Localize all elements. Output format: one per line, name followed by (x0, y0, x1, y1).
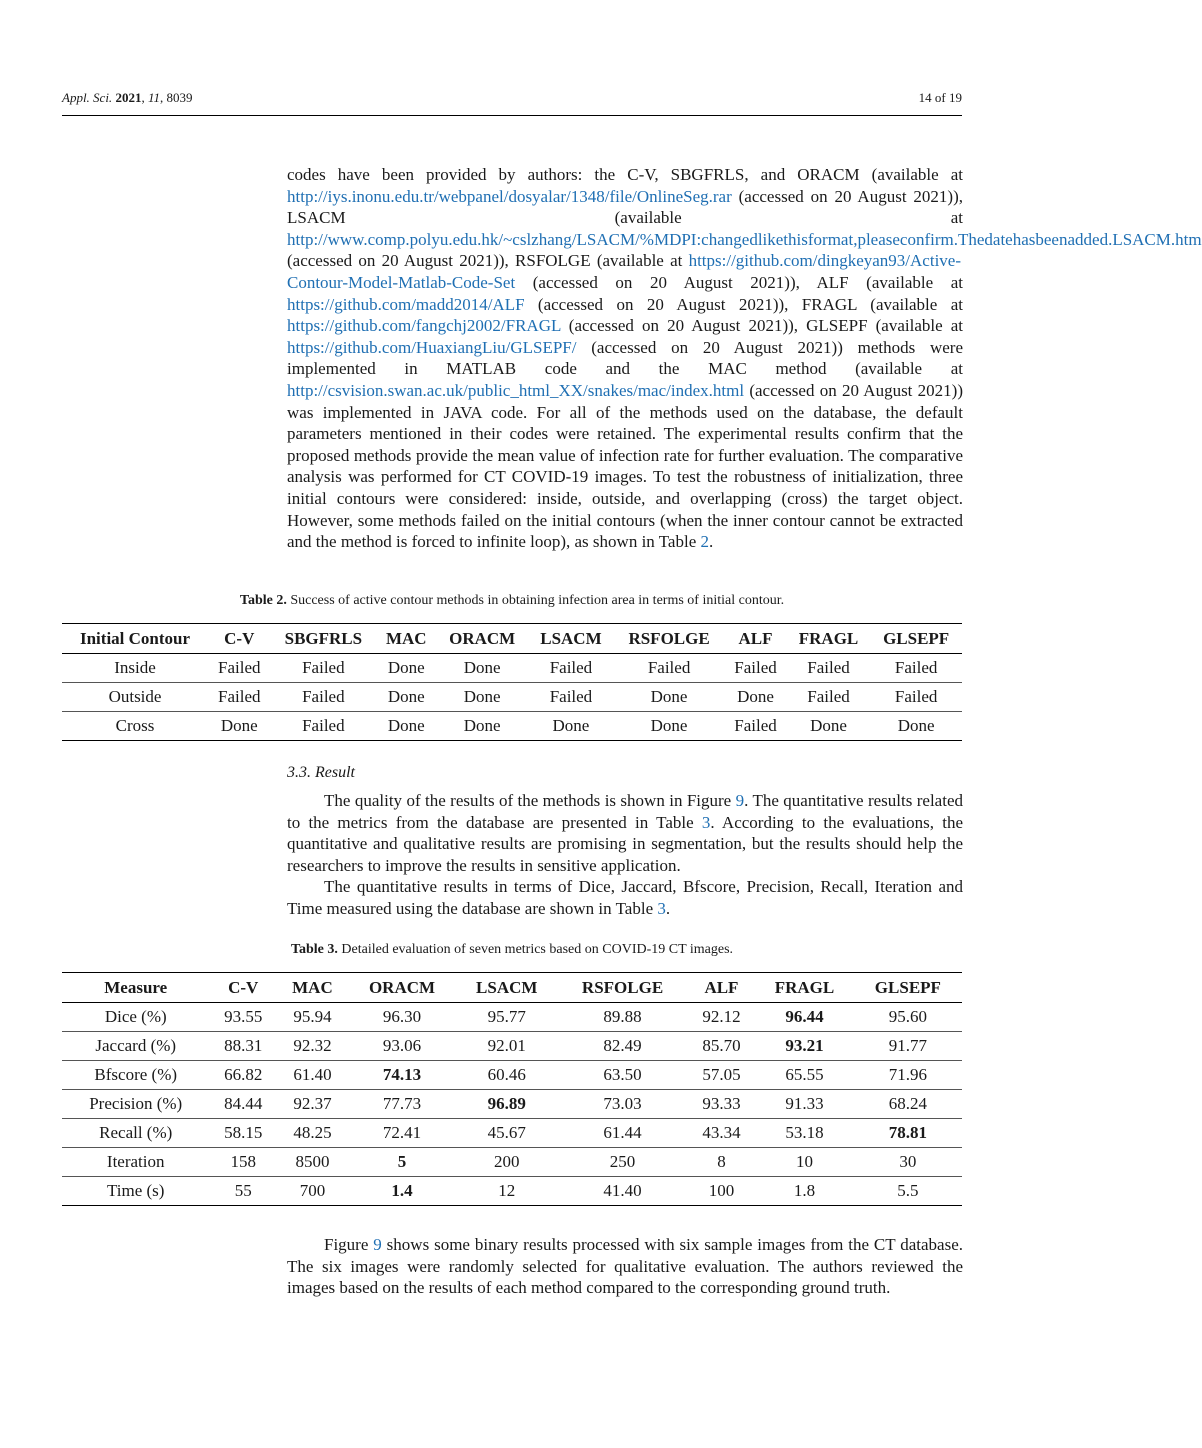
table-cell: 30 (854, 1148, 962, 1177)
table-cell: 12 (456, 1177, 557, 1206)
table-cell: 63.50 (557, 1061, 687, 1090)
table-cell: 77.73 (348, 1090, 456, 1119)
table2-caption-label: Table 2. (239, 593, 287, 608)
table-cell: Precision (%) (62, 1090, 209, 1119)
column-header: SBGFRLS (270, 624, 376, 654)
table-cell: 158 (209, 1148, 277, 1177)
journal-citation: Appl. Sci. 2021, 11, 8039 (62, 90, 193, 105)
table-cell: Failed (870, 683, 962, 712)
inline-link[interactable]: https://github.com/madd2014/ALF (287, 294, 525, 314)
table-cell: 96.30 (348, 1003, 456, 1032)
table-cell: 74.13 (348, 1061, 456, 1090)
table-cell: 93.06 (348, 1032, 456, 1061)
table-cell: Done (436, 712, 528, 741)
table-cell: Failed (614, 654, 724, 683)
text-run: . (709, 532, 714, 552)
table-row (62, 683, 962, 712)
inline-link[interactable]: http://csvision.swan.ac.uk/public_html_XX/snakes/mac/index.html (287, 380, 745, 400)
table-row (62, 654, 962, 683)
column-header: GLSEPF (870, 624, 962, 654)
inline-link[interactable]: 9 (735, 791, 745, 810)
table-cell: 5.5 (854, 1177, 962, 1206)
table-cell: 73.03 (557, 1090, 687, 1119)
text-run: (accessed on 20 August 2021)), LSACM (available at (287, 186, 963, 228)
table-cell: Done (528, 712, 614, 741)
table-cell: 45.67 (456, 1119, 557, 1148)
text-run: The quantitative results in terms of Dice, Jaccard, Bfscore, Precision, Recall, Iteration and Time measured using the database are shown in Table (287, 877, 963, 918)
table-cell: 84.44 (209, 1090, 277, 1119)
table-cell: 8500 (277, 1148, 348, 1177)
column-header: MAC (376, 624, 436, 654)
text-run: (accessed on 20 August 2021)) methods were implemented in MATLAB code and the MAC method (available at (287, 337, 963, 379)
table-cell: Failed (270, 683, 376, 712)
table-cell: Done (208, 712, 270, 741)
table-cell: 91.77 (854, 1032, 962, 1061)
column-header: RSFOLGE (557, 973, 687, 1003)
table-row (62, 1032, 962, 1061)
table-cell: 61.40 (277, 1061, 348, 1090)
table-cell: Failed (270, 654, 376, 683)
table-row (62, 1003, 962, 1032)
table-cell: Failed (870, 654, 962, 683)
table-cell: Failed (787, 683, 871, 712)
text-run: The quality of the results of the methods is shown in Figure (324, 791, 736, 810)
table-cell: Done (436, 683, 528, 712)
table-cell: 89.88 (557, 1003, 687, 1032)
inline-link[interactable]: 2 (700, 532, 709, 552)
table3-caption-text: Detailed evaluation of seven metrics based on COVID-19 CT images. (337, 942, 734, 957)
column-header: MAC (277, 973, 348, 1003)
table-cell: 41.40 (557, 1177, 687, 1206)
table-cell: Done (724, 683, 786, 712)
column-header: Initial Contour (62, 624, 208, 654)
table-cell: 8 (688, 1148, 756, 1177)
journal-volume: 11 (147, 90, 160, 105)
table-row (62, 1061, 962, 1090)
table-cell: 55 (209, 1177, 277, 1206)
figure-section (287, 1234, 963, 1299)
table-cell: 43.34 (688, 1119, 756, 1148)
table-cell: 96.44 (755, 1003, 854, 1032)
header-rule (62, 115, 962, 116)
table-cell: 93.55 (209, 1003, 277, 1032)
text-run: (accessed on 20 August 2021)), ALF (available at (515, 272, 963, 292)
column-header: LSACM (456, 973, 557, 1003)
table-cell: Done (870, 712, 962, 741)
table-cell: 96.89 (456, 1090, 557, 1119)
inline-link[interactable]: 3 (701, 812, 711, 832)
table2-body (62, 654, 962, 741)
table-row (62, 712, 962, 741)
table-cell: 61.44 (557, 1119, 687, 1148)
table-cell: 85.70 (688, 1032, 756, 1061)
table-cell: 100 (688, 1177, 756, 1206)
table-cell: Failed (787, 654, 871, 683)
table-cell: 1.4 (348, 1177, 456, 1206)
table-cell: Recall (%) (62, 1119, 209, 1148)
table-row (62, 1090, 962, 1119)
table-cell: 92.01 (456, 1032, 557, 1061)
text-run: (accessed on 20 August 2021)), FRAGL (available at (524, 294, 963, 314)
table-cell: Failed (208, 683, 270, 712)
table-cell: 68.24 (854, 1090, 962, 1119)
table-cell: Failed (270, 712, 376, 741)
table3-caption-label: Table 3. (290, 942, 338, 957)
table-cell: 95.77 (456, 1003, 557, 1032)
table3-caption (62, 942, 962, 958)
column-header: GLSEPF (854, 973, 962, 1003)
table3-body (62, 1003, 962, 1206)
inline-link[interactable]: https://github.com/HuaxiangLiu/GLSEPF/ (287, 337, 577, 357)
text-run: (accessed on 20 August 2021)), RSFOLGE (available at (287, 251, 689, 271)
table-cell: Failed (724, 654, 786, 683)
text-run: Figure (324, 1235, 374, 1254)
table-2 (62, 623, 962, 741)
table-cell: 92.32 (277, 1032, 348, 1061)
table-cell: 60.46 (456, 1061, 557, 1090)
table-cell: Cross (62, 712, 208, 741)
table-cell: 92.37 (277, 1090, 348, 1119)
column-header: FRAGL (787, 624, 871, 654)
text-run: codes have been provided by authors: the C-V, SBGFRLS, and ORACM (available at (287, 165, 963, 184)
table-cell: 93.33 (688, 1090, 756, 1119)
column-header: ALF (688, 973, 756, 1003)
result-paragraph-2 (287, 876, 963, 919)
table-cell: 91.33 (755, 1090, 854, 1119)
table-cell: 48.25 (277, 1119, 348, 1148)
table2-header-row (62, 624, 962, 654)
table-cell: Dice (%) (62, 1003, 209, 1032)
table-cell: 92.12 (688, 1003, 756, 1032)
intro-paragraph (287, 164, 1202, 553)
table-cell: Done (376, 654, 436, 683)
table-cell: 95.60 (854, 1003, 962, 1032)
table-row (62, 1177, 962, 1206)
table-cell: 88.31 (209, 1032, 277, 1061)
result-paragraph-1 (287, 790, 963, 876)
intro-text (287, 164, 1202, 553)
table-cell: Iteration (62, 1148, 209, 1177)
column-header: ORACM (348, 973, 456, 1003)
text-run: . The quantitative results related to the metrics from the database are presented in Table (287, 791, 963, 832)
table-cell: 57.05 (688, 1061, 756, 1090)
column-header: C-V (209, 973, 277, 1003)
column-header: RSFOLGE (614, 624, 724, 654)
table-3 (62, 972, 962, 1206)
table-cell: 200 (456, 1148, 557, 1177)
inline-link[interactable]: 3 (657, 898, 666, 918)
table-cell: Done (787, 712, 871, 741)
table-cell: 53.18 (755, 1119, 854, 1148)
table-cell: Done (614, 712, 724, 741)
text-run: (accessed on 20 August 2021)) was implemented in JAVA code. For all of the methods used on the database, the default parameters mentioned in their codes were retained. The experimental results confirm that the proposed methods provide the mean value of infection rate for further evaluation. The comparative analysis was performed for CT COVID-19 images. To test the robustness of initialization, three initial contours were considered: inside, outside, and overlapping (cross) the target object. However, some methods failed on the initial contours (when the inner contour cannot be extracted and the method is forced to infinite loop), as shown in Table (287, 380, 963, 552)
table3-header-row (62, 973, 962, 1003)
text-run: . (665, 898, 671, 918)
table-cell: Bfscore (%) (62, 1061, 209, 1090)
article-number: 8039 (166, 90, 193, 105)
column-header: Measure (62, 973, 209, 1003)
table-cell: 10 (755, 1148, 854, 1177)
table-cell: 58.15 (209, 1119, 277, 1148)
table-cell: 250 (557, 1148, 687, 1177)
section-title: 3.3. Result (287, 764, 355, 781)
table-cell: Done (614, 683, 724, 712)
inline-link[interactable]: https://github.com/fangchj2002/FRAGL (287, 316, 561, 336)
text-run: . According to the evaluations, the quantitative and qualitative results are promising in segmentation, but the results should help the researchers to improve the results in sensitive application. (287, 812, 963, 875)
table2-caption (62, 593, 962, 609)
column-header: C-V (208, 624, 270, 654)
table-row (62, 1148, 962, 1177)
column-header: ORACM (436, 624, 528, 654)
table-cell: 65.55 (755, 1061, 854, 1090)
table-cell: Done (376, 683, 436, 712)
table2-caption-text: Success of active contour methods in obtaining infection area in terms of initial contour. (286, 593, 785, 608)
column-header: LSACM (528, 624, 614, 654)
table-cell: Failed (724, 712, 786, 741)
table-cell: Inside (62, 654, 208, 683)
table-cell: 1.8 (755, 1177, 854, 1206)
table-cell: 95.94 (277, 1003, 348, 1032)
table-cell: 5 (348, 1148, 456, 1177)
table-cell: 82.49 (557, 1032, 687, 1061)
inline-link[interactable]: https://github.com/dingkeyan93/Active-Contour-Model-Matlab-Code-Set (287, 251, 962, 292)
inline-link[interactable]: 9 (373, 1235, 382, 1254)
text-run: (accessed on 20 August 2021)), GLSEPF (available at (560, 316, 963, 336)
table-cell: Failed (528, 654, 614, 683)
table-cell: 66.82 (209, 1061, 277, 1090)
column-header: ALF (724, 624, 786, 654)
inline-link[interactable]: http://www.comp.polyu.edu.hk/~cslzhang/LSACM/%MDPI:changedlikethisformat,pleaseconfirm.Thedatehasbeenadded.LSACM.htm (287, 229, 1202, 249)
table-cell: Failed (528, 683, 614, 712)
journal-year: 2021 (115, 90, 142, 105)
table-cell: Done (436, 654, 528, 683)
table-cell: Time (s) (62, 1177, 209, 1206)
table-cell: 72.41 (348, 1119, 456, 1148)
text-run: shows some binary results processed with six sample images from the CT database. The six images were randomly selected for qualitative evaluation. The authors reviewed the images based on the results of each method compared to the corresponding ground truth. (287, 1235, 963, 1298)
table-cell: Outside (62, 683, 208, 712)
table-cell: Jaccard (%) (62, 1032, 209, 1061)
table-cell: Failed (208, 654, 270, 683)
journal-name: Appl. Sci. (62, 90, 113, 105)
page-number: 14 of 19 (918, 90, 962, 105)
column-header: FRAGL (755, 973, 854, 1003)
table-cell: 71.96 (854, 1061, 962, 1090)
table-cell: 700 (277, 1177, 348, 1206)
figure-paragraph (287, 1234, 963, 1299)
table-cell: Done (376, 712, 436, 741)
inline-link[interactable]: http://iys.inonu.edu.tr/webpanel/dosyalar/1348/file/OnlineSeg.rar (287, 186, 732, 206)
table-cell: 93.21 (755, 1032, 854, 1061)
table-cell: 78.81 (854, 1119, 962, 1148)
result-section (287, 790, 963, 920)
table-row (62, 1119, 962, 1148)
